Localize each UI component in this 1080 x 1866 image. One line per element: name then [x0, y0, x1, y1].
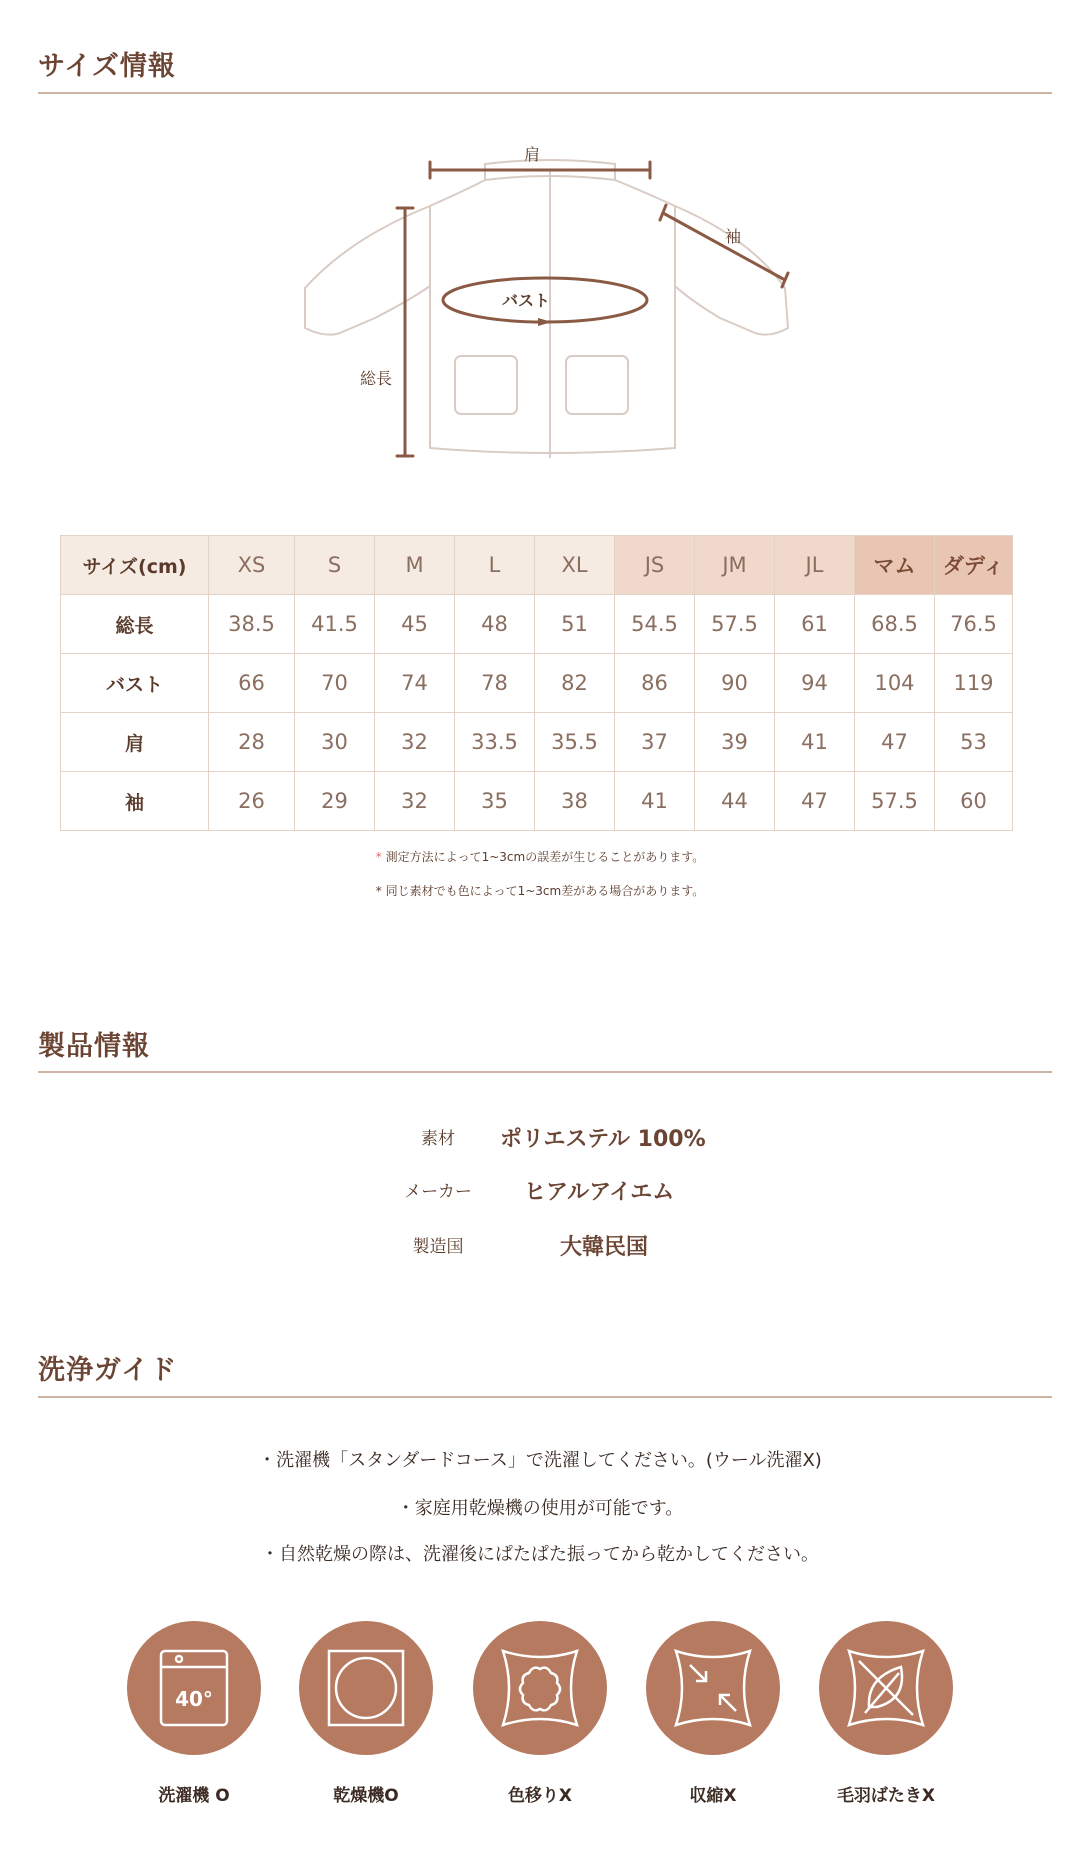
table-cell: 86 — [615, 654, 695, 713]
note-text: 同じ素材でも色によって1~3cm差がある場合があります。 — [385, 884, 705, 898]
table-cell: 53 — [935, 713, 1013, 772]
jacket-size-diagram — [280, 128, 820, 478]
table-cell: 32 — [375, 713, 455, 772]
wash-section-divider — [38, 1396, 1052, 1398]
care-label: 色移りX — [507, 1786, 573, 1806]
care-label: 洗濯機 O — [158, 1786, 230, 1806]
header-cell: JL — [775, 536, 855, 595]
info-value: 大韓民国 — [560, 1235, 649, 1260]
note-mark: * — [375, 850, 382, 864]
table-cell: 41 — [775, 713, 855, 772]
table-cell: 32 — [375, 772, 455, 831]
shoulder-label: 肩 — [524, 145, 541, 164]
table-cell: 26 — [209, 772, 295, 831]
row-label-cell: 総長 — [61, 595, 209, 654]
table-cell: 76.5 — [935, 595, 1013, 654]
table-cell: 41 — [615, 772, 695, 831]
row-label-cell: 袖 — [61, 772, 209, 831]
row-label-cell: 肩 — [61, 713, 209, 772]
care-label: 乾燥機O — [333, 1786, 399, 1806]
table-cell: 61 — [775, 595, 855, 654]
row-label-cell: バスト — [61, 654, 209, 713]
sleeve-label: 袖 — [725, 227, 742, 246]
product-info-row — [0, 1173, 1080, 1213]
note-text: 測定方法によって1~3cmの誤差が生じることがあります。 — [385, 850, 705, 864]
table-cell: 54.5 — [615, 595, 695, 654]
table-row — [61, 772, 1013, 831]
size-section-title: サイズ情報 — [38, 51, 176, 82]
header-cell: S — [295, 536, 375, 595]
washing-machine-icon — [127, 1621, 261, 1755]
table-cell: 47 — [855, 713, 935, 772]
table-cell: 39 — [695, 713, 775, 772]
size-note-2 — [0, 882, 1080, 899]
size-note-1 — [0, 848, 1080, 865]
info-value: ヒアルアイエム — [524, 1180, 675, 1205]
wash-temperature: 40° — [175, 1687, 213, 1711]
table-row — [61, 595, 1013, 654]
info-key: メーカー — [404, 1182, 472, 1202]
table-cell: 104 — [855, 654, 935, 713]
table-cell: 28 — [209, 713, 295, 772]
table-cell: 66 — [209, 654, 295, 713]
wash-guide-line: ・家庭用乾燥機の使用が可能です。 — [396, 1498, 684, 1519]
table-row — [61, 713, 1013, 772]
table-cell: 29 — [295, 772, 375, 831]
table-cell: 33.5 — [455, 713, 535, 772]
note-mark: * — [375, 884, 382, 898]
care-item-washing — [127, 1621, 261, 1806]
header-cell: JM — [695, 536, 775, 595]
length-label: 総長 — [360, 369, 393, 388]
product-section-title: 製品情報 — [38, 1031, 150, 1062]
wash-guide-line: ・洗濯機「スタンダードコース」で洗濯してください。(ウール洗濯X) — [258, 1450, 822, 1471]
table-cell: 82 — [535, 654, 615, 713]
table-cell: 30 — [295, 713, 375, 772]
table-cell: 44 — [695, 772, 775, 831]
table-cell: 41.5 — [295, 595, 375, 654]
shrink-icon — [646, 1621, 780, 1755]
care-item-pilling — [819, 1621, 953, 1806]
size-section-divider — [38, 92, 1052, 94]
product-section-divider — [38, 1071, 1052, 1073]
info-value: ポリエステル 100% — [500, 1127, 706, 1152]
size-table — [60, 535, 1013, 831]
table-cell: 74 — [375, 654, 455, 713]
table-cell: 94 — [775, 654, 855, 713]
header-cell: サイズ(cm) — [61, 536, 209, 595]
header-cell: JS — [615, 536, 695, 595]
care-item-color-bleed — [473, 1621, 607, 1806]
wash-guide-line: ・自然乾燥の際は、洗濯後にぱたぱた振ってから乾かしてください。 — [261, 1544, 819, 1565]
table-cell: 48 — [455, 595, 535, 654]
header-cell: XS — [209, 536, 295, 595]
header-cell: マム — [855, 536, 935, 595]
header-cell: XL — [535, 536, 615, 595]
product-info-row — [0, 1120, 1080, 1160]
size-table-header — [61, 536, 1013, 595]
table-row — [61, 654, 1013, 713]
tumble-dryer-icon — [299, 1621, 433, 1755]
table-cell: 38 — [535, 772, 615, 831]
table-cell: 78 — [455, 654, 535, 713]
table-cell: 37 — [615, 713, 695, 772]
info-key: 製造国 — [412, 1237, 464, 1257]
table-cell: 119 — [935, 654, 1013, 713]
table-cell: 47 — [775, 772, 855, 831]
table-cell: 57.5 — [855, 772, 935, 831]
header-cell: M — [375, 536, 455, 595]
table-cell: 57.5 — [695, 595, 775, 654]
care-item-shrink — [646, 1621, 780, 1806]
table-cell: 38.5 — [209, 595, 295, 654]
table-cell: 68.5 — [855, 595, 935, 654]
no-pilling-icon — [819, 1621, 953, 1755]
table-cell: 51 — [535, 595, 615, 654]
care-label: 収縮X — [689, 1786, 737, 1806]
color-bleed-icon — [473, 1621, 607, 1755]
table-cell: 45 — [375, 595, 455, 654]
product-info-row — [0, 1228, 1080, 1268]
header-cell: L — [455, 536, 535, 595]
table-cell: 35.5 — [535, 713, 615, 772]
header-cell: ダディ — [935, 536, 1013, 595]
bust-label: バスト — [502, 291, 551, 310]
wash-section-title: 洗浄ガイド — [38, 1355, 178, 1386]
table-cell: 90 — [695, 654, 775, 713]
table-cell: 60 — [935, 772, 1013, 831]
care-item-dryer — [299, 1621, 433, 1806]
care-label: 毛羽ばたきX — [836, 1786, 936, 1806]
info-key: 素材 — [421, 1129, 455, 1149]
table-cell: 70 — [295, 654, 375, 713]
table-cell: 35 — [455, 772, 535, 831]
